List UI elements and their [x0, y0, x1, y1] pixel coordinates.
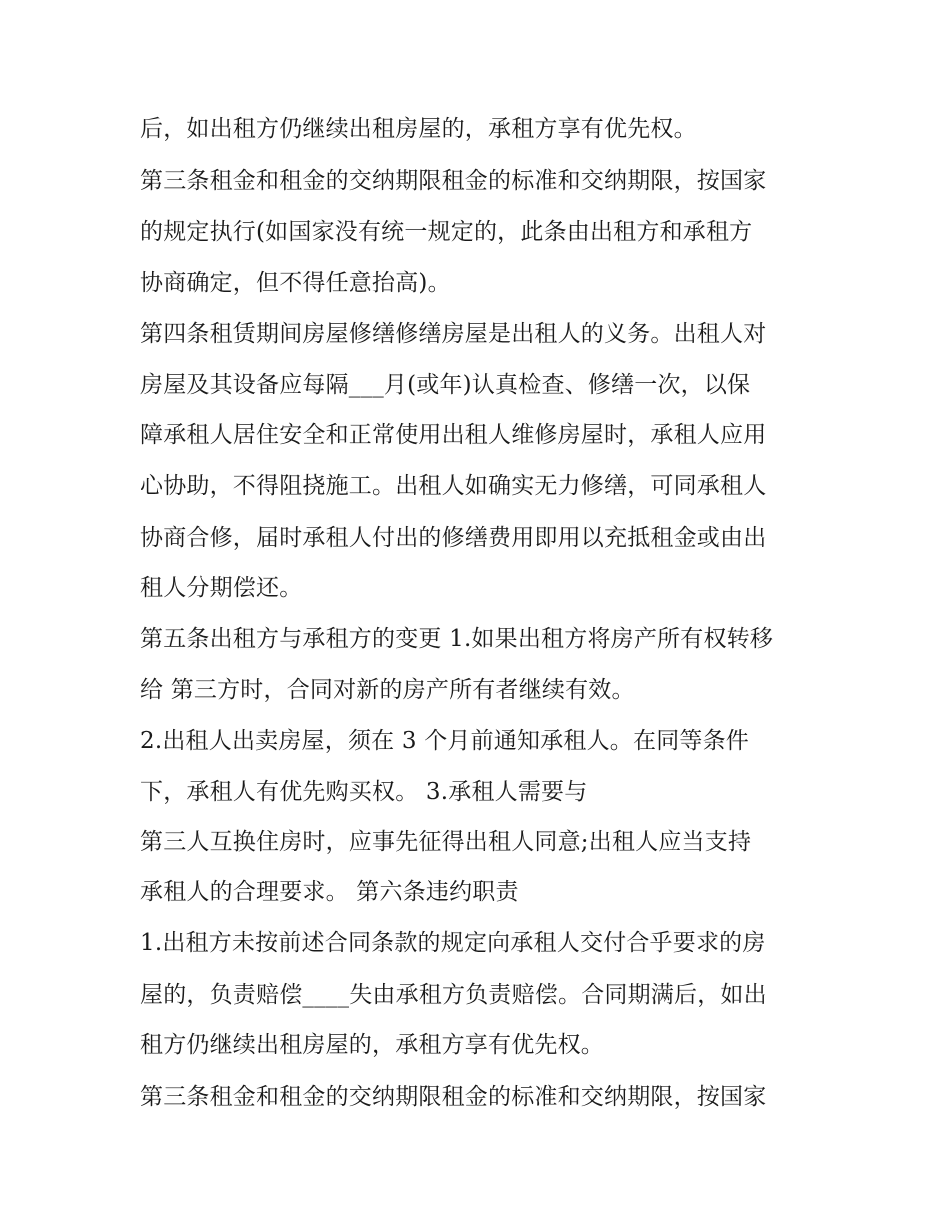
- text-line: 协商合修，届时承租人付出的修缮费用即用以充抵租金或由出: [140, 525, 767, 551]
- text-line: 第三条租金和租金的交纳期限租金的标准和交纳期限，按国家: [140, 1084, 767, 1110]
- text-line: 障承租人居住安全和正常使用出租人维修房屋时，承租人应用: [140, 422, 767, 448]
- text-line: 的规定执行(如国家没有统一规定的，此条由出租方和承租方: [140, 219, 753, 245]
- text-line: 第四条租赁期间房屋修缮修缮房屋是出租人的义务。出租人对: [140, 321, 767, 347]
- text-line: 后，如出租方仍继续出租房屋的，承租方享有优先权。: [140, 116, 697, 142]
- text-line: 承租人的合理要求。 第六条违约职责: [140, 879, 519, 905]
- text-line: 第五条出租方与承租方的变更 1.如果出租方将房产所有权转移: [140, 626, 774, 652]
- text-line: 第三条租金和租金的交纳期限租金的标准和交纳期限，按国家: [140, 168, 767, 194]
- text-line: 屋的，负责赔偿____失由承租方负责赔偿。合同期满后，如出: [140, 982, 767, 1008]
- text-line: 第三人互换住房时，应事先征得出租人同意;出租人应当支持: [140, 829, 752, 855]
- text-line: 1.出租方未按前述合同条款的规定向承租人交付合乎要求的房: [140, 930, 766, 956]
- text-line: 2.出租人出卖房屋，须在 3 个月前通知承租人。在同等条件: [140, 728, 749, 754]
- text-line: 心协助，不得阻挠施工。出租人如确实无力修缮，可同承租人: [140, 473, 767, 499]
- text-line: 租人分期偿还。: [140, 575, 303, 601]
- text-line: 给 第三方时，合同对新的房产所有者继续有效。: [140, 677, 635, 703]
- text-line: 房屋及其设备应每隔___月(或年)认真检查、修缮一次，以保: [140, 372, 751, 398]
- text-line: 租方仍继续出租房屋的，承租方享有优先权。: [140, 1032, 604, 1058]
- text-line: 下，承租人有优先购买权。 3.承租人需要与: [140, 779, 588, 805]
- text-line: 协商确定，但不得任意抬高)。: [140, 270, 451, 296]
